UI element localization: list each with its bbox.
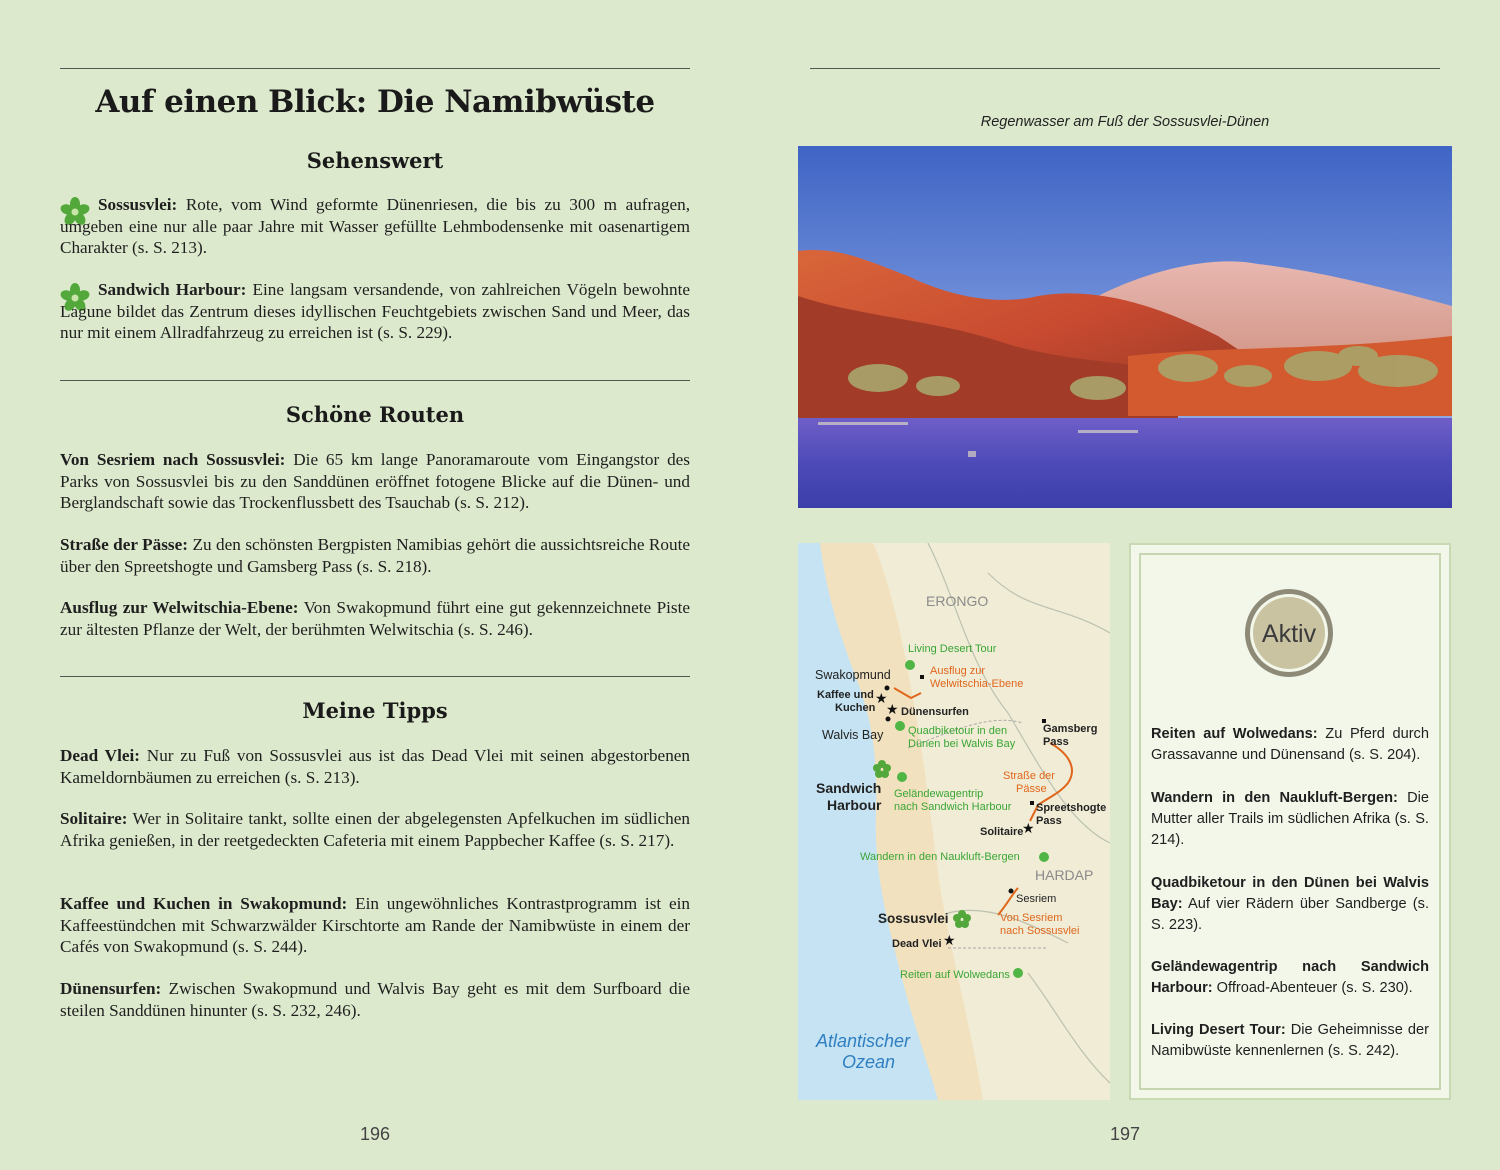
route-text: Zu den schönsten Bergpisten Namibias gehört die aussichtsreiche Route über den Spreetshogte und Gamsberg Pass (s. S. 218). (60, 535, 690, 576)
map-star-icon: ★ (886, 703, 899, 718)
tip-text: Nur zu Fuß von Sossusvlei aus ist das Dead Vlei mit seinen abgestorbenen Kameldornbäumen zu erreichen (s. S. 213). (60, 746, 691, 787)
top-rule-right (810, 68, 1440, 69)
map-orange-welwitschia: Welwitschia-Ebene (930, 678, 1024, 690)
map-orange-paesse: Pässe (1016, 783, 1047, 795)
map-label-harbour: Harbour (827, 797, 882, 813)
aktiv-name: Reiten auf Wolwedans: (1151, 726, 1318, 742)
map-green-naukluft: Wandern in den Naukluft-Bergen (860, 851, 1020, 863)
route-name: Straße der Pässe: (60, 535, 188, 554)
sight-sossusvlei (60, 194, 690, 259)
photo-caption: Regenwasser am Fuß der Sossusvlei-Dünen (980, 114, 1270, 130)
map-label-solitaire: Solitaire (980, 826, 1024, 838)
map-label-sesriem: Sesriem (1016, 893, 1057, 905)
tip-text: Zwischen Swakopmund und Walvis Bay geht es mit dem Surfboard die steilen Sanddünen hinunter (s. S. 232, 246). (60, 979, 690, 1020)
heading-sehenswert: Sehenswert (306, 148, 444, 173)
map-green-quad2: Dünen bei Walvis Bay (908, 738, 1016, 750)
map-marker-green (1013, 968, 1023, 978)
map-orange-sesriem: Von Sesriem (1000, 912, 1063, 924)
map-star-icon: ★ (875, 692, 888, 707)
map-marker-green (1039, 852, 1049, 862)
map-label-swakopmund: Swakopmund (815, 668, 891, 682)
aktiv-name: Quadbiketour in den Dünen bei Walvis Bay: (1151, 875, 1429, 912)
top-rule-left (60, 68, 690, 69)
map-label-gamsberg: Gamsberg (1043, 723, 1098, 735)
map-marker-green (897, 772, 907, 782)
map-label-sandwich: Sandwich (816, 780, 882, 796)
map-label-duenensurfen: Dünensurfen (901, 706, 969, 718)
route-paesse (60, 534, 690, 577)
aktiv-name: Geländewagentrip nach Sandwich Harbour: (1151, 959, 1429, 996)
aktiv-item-reiten (1151, 724, 1429, 766)
map-orange-ausflug: Ausflug zur (930, 665, 986, 677)
heading-tipps: Meine Tipps (302, 698, 448, 723)
map-orange-sossusvlei: nach Sossusvlei (1000, 925, 1080, 937)
map-orange-strasse: Straße der (1003, 770, 1055, 782)
tip-name: Dünensurfen: (60, 979, 162, 998)
aktiv-text: Die Geheimnisse der Namibwüste kennenlernen (s. S. 242). (1151, 1022, 1429, 1059)
aktiv-item-living-desert (1151, 1020, 1429, 1062)
aktiv-text: Offroad-Abenteuer (s. S. 230). (1212, 980, 1413, 996)
route-text: Von Swakopmund führt eine gut gekennzeichnete Piste zur ältesten Pflanze der Welt, der berühmten Welwitschia (s. S. 246). (60, 598, 690, 639)
tip-text: Ein ungewöhnliches Kontrastprogramm ist ein Kaffeestündchen mit Schwarzwälder Kirschtorte am Rande der Namibwüste in einem der Cafés von Swakopmund (s. S. 244). (60, 894, 690, 956)
map-ocean-line2: Ozean (842, 1052, 896, 1072)
aktiv-item-gelaende (1151, 957, 1429, 999)
map-green-living-desert: Living Desert Tour (908, 643, 997, 655)
divider (60, 676, 690, 677)
page-title: Auf einen Blick: Die Namibwüste (95, 84, 655, 120)
region-map (798, 543, 1110, 1100)
route-name: Ausflug zur Welwitschia-Ebene: (60, 598, 299, 617)
map-label-walvis-bay: Walvis Bay (822, 728, 884, 742)
tip-text: Wer in Solitaire tankt, sollte einen der abgelegensten Apfelkuchen im südlichen Afrika genießen, in der reetgedeckten Cafeteria mit einem Pappbecher Kaffee (s. S. 217). (60, 809, 690, 850)
map-label-gamsberg-pass: Pass (1043, 736, 1069, 748)
aktiv-name: Living Desert Tour: (1151, 1022, 1286, 1038)
aktiv-item-wandern (1151, 788, 1429, 851)
tip-name: Dead Vlei: (60, 746, 140, 765)
tip-duenensurfen (60, 978, 690, 1021)
page-number-right: 197 (1110, 1124, 1141, 1144)
heading-routen: Schöne Routen (285, 402, 465, 427)
aktiv-text: Zu Pferd durch Grassavanne und Dünensand (s. S. 204). (1151, 726, 1429, 763)
map-label-spreetshogte: Spreetshogte (1036, 802, 1107, 814)
map-label-sossusvlei: Sossusvlei (878, 911, 949, 926)
sight-name: Sossusvlei: (98, 195, 178, 214)
map-region-erongo: ERONGO (926, 593, 989, 609)
aktiv-text: Die Mutter aller Trails im südlichen Afrika (s. S. 214). (1151, 790, 1430, 848)
route-text: Die 65 km lange Panoramaroute vom Eingangstor des Parks von Sossusvlei bis zu den Sanddünen eröffnet fotogene Blicke auf die Dünen- und Berglandschaft sowie das Trockenflussbett des Tsauchab (s. S. 212). (60, 450, 690, 512)
map-green-reiten: Reiten auf Wolwedans (900, 969, 1010, 981)
tip-name: Solitaire: (60, 809, 128, 828)
sight-text: Eine langsam versandende, von zahlreichen Vögeln bewohnte Lagune bildet das Zentrum dieses idyllischen Feuchtgebiets zwischen Sand und Meer, das nur mit einem Allradfahrzeug zu erreichen ist (s. S. 229). (60, 280, 690, 342)
map-label-kaffee: Kaffee und (817, 689, 874, 701)
map-green-gelaende2: nach Sandwich Harbour (894, 801, 1012, 813)
page-number-left: 196 (360, 1124, 391, 1144)
map-star-icon: ★ (943, 934, 956, 949)
route-welwitschia (60, 597, 690, 640)
aktiv-text: Auf vier Rädern über Sandberge (s. S. 223). (1151, 896, 1429, 933)
map-region-hardap: HARDAP (1035, 867, 1094, 883)
aktiv-badge-label: Aktiv (1261, 620, 1317, 648)
sight-text: Rote, vom Wind geformte Dünenriesen, die bis zu 300 m aufragen, umgeben eine nur alle paar Jahre mit Wasser gefüllte Lehmbodensenke mit oasenartigem Charakter (s. S. 213). (60, 195, 690, 257)
aktiv-name: Wandern in den Naukluft-Bergen: (1151, 790, 1398, 806)
tip-solitaire (60, 808, 690, 851)
tip-kaffee (60, 893, 690, 958)
route-sesriem (60, 449, 690, 514)
map-green-quad: Quadbiketour in den (908, 725, 1008, 737)
aktiv-item-quadbike (1151, 873, 1429, 936)
map-label-spreetshogte-pass: Pass (1036, 815, 1062, 827)
aktiv-badge (1243, 587, 1335, 679)
map-label-kuchen: Kuchen (835, 702, 876, 714)
dune-photo (798, 146, 1452, 508)
tip-dead-vlei (60, 745, 690, 788)
map-label-dead-vlei: Dead Vlei (892, 938, 942, 950)
map-ocean-line1: Atlantischer (816, 1031, 911, 1051)
map-marker-green (895, 721, 905, 731)
map-green-gelaende: Geländewagentrip (894, 788, 984, 800)
map-star-icon: ★ (1022, 822, 1035, 837)
tip-name: Kaffee und Kuchen in Swakopmund: (60, 894, 348, 913)
map-marker-green (905, 660, 915, 670)
route-name: Von Sesriem nach Sossusvlei: (60, 450, 286, 469)
sight-sandwich-harbour (60, 279, 690, 344)
divider (60, 380, 690, 381)
sight-name: Sandwich Harbour: (98, 280, 247, 299)
